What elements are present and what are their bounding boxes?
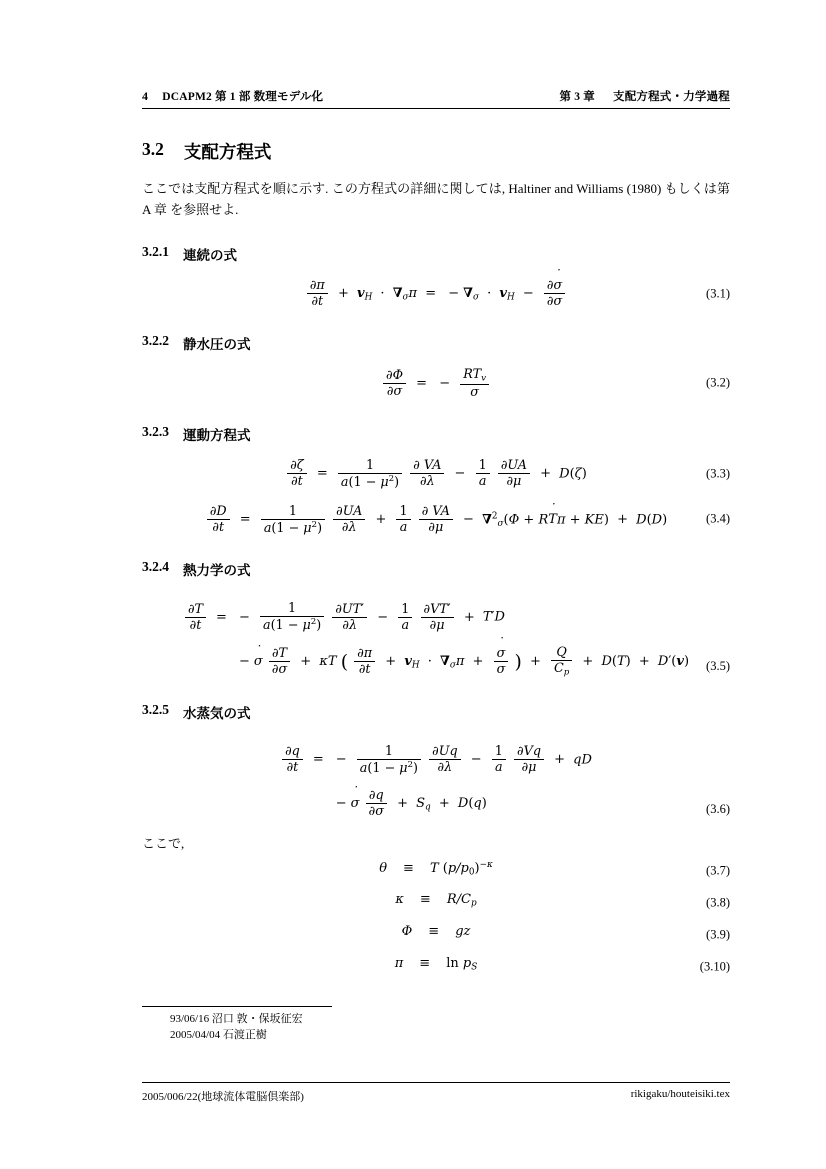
equation-tag-continuity: (3.1) [706,286,730,301]
equation-thermodynamic [142,601,730,677]
equation-hydrostatic-body: $\frac{\partial\Phi}{\partial\sigma}$ = − $\frac{RT_v}{\sigma}$ [142,367,730,400]
equation-tag-hydrostatic: (3.2) [706,375,730,390]
equation-vorticity-body: $\frac{\partial\zeta}{\partial t}$ = $\frac{1}{a(1 - \mu^2)}$ $\frac{\partial VA}{\partial\lambda}$ − $\frac{1}{a}$ $\frac{\partial UA}{\partial\mu}$ + D(ζ) [142,458,730,490]
definition-kappa: κ ≡ $R/C_p$ (3.8) [395,891,730,910]
equation-tag-def-phi: (3.9) [706,927,730,942]
footer-right: rikigaku/houteisiki.tex [630,1088,730,1100]
equation-tag-moisture: (3.6) [706,801,730,816]
running-head [142,88,730,109]
footnote-rule [142,1006,332,1007]
footnote-area [142,1006,730,1043]
subsection-number: 3.2.3 [142,423,169,439]
equation-moisture-body: $\frac{\partial q}{\partial t}$ = − $\frac{1}{a(1 - \mu^2)}$ $\frac{\partial Uq}{\partial\lambda}$ − $\frac{1}{a}$ $\frac{\partial Vq}{\partial\mu}$ + qD − σ ˙ $\frac{\partial q}{\partial\sigma}$ + $S_q + D(q)$ [142,744,730,819]
subsection-number: 3.2.1 [142,244,169,260]
subsection-title: 運動方程式 [183,427,251,443]
subsection-heading-thermodynamic [142,559,730,579]
section-number: 3.2 [142,139,164,159]
section-heading [142,139,730,164]
equation-divergence-body: $\frac{\partial D}{\partial t}$ = $\frac{1}{a(1 - \mu^2)}$ $\frac{\partial UA}{\partial\lambda}$ + $\frac{1}{a}$ $\frac{\partial VA}{\partial\mu}$ − ∇$^2_\sigma$(Φ + RT ˙π + KE) + D(D) [142,504,730,536]
definition-pi: π ≡ $\ln p_S$ (3.10) [394,955,730,974]
page-footer [142,1082,730,1104]
running-head-chapter: 第 3 章 [559,91,595,103]
equation-vorticity [142,458,730,490]
equation-tag-def-theta: (3.7) [706,863,730,878]
subsection-number: 3.2.4 [142,559,169,575]
subsection-title: 水蒸気の式 [183,705,251,721]
definition-phi: Φ ≡ gz (3.9) [401,923,730,942]
section-title: 支配方程式 [183,142,272,162]
subsection-heading-hydrostatic [142,333,730,353]
subsection-title: 連続の式 [183,248,237,264]
definition-theta: θ ≡ T $(p/p_0)^{-\kappa}$ (3.7) [379,859,730,878]
equation-thermodynamic-body: $\frac{\partial T}{\partial t}$ = − $\frac{1}{a(1 - \mu^2)}$ $\frac{\partial UT'}{\partial\lambda}$ − $\frac{1}{a}$ $\frac{\partial VT'}{\partial\mu}$ + T′D − σ ˙ $\frac{\partial T}{\partial\sigma}$ + κT ( $\frac{\partial\pi}{\partial t}$ + $v_H \cdot \nabla_\sigma\pi$ + $\frac{\sigma ˙}{\sigma}$ ) + $\frac{Q}{C_p}$ + D(T) + D′(v) [142,601,730,677]
equation-tag-vorticity: (3.3) [706,466,730,481]
equation-continuity [142,278,730,309]
page-content [142,88,730,978]
equation-tag-def-kappa: (3.8) [706,895,730,910]
subsection-number: 3.2.5 [142,701,169,717]
footer-left: 2005/006/22(地球流体電脳倶楽部) [142,1091,304,1103]
here-label: ここで, [142,835,185,851]
running-head-right-title: 支配方程式・力学過程 [613,91,730,103]
equation-tag-thermodynamic: (3.5) [706,658,730,673]
section-intro-paragraph: ここでは支配方程式を順に示す. この方程式の詳細に関しては, Haltiner and Williams (1980) もしくは第 A 章 を参照せよ. [142,181,730,218]
footnote-line-2: 2005/04/04 石渡正樹 [170,1028,267,1041]
page-number: 4 [142,89,149,103]
equation-tag-divergence: (3.4) [706,511,730,526]
subsection-title: 静水圧の式 [183,337,251,353]
equation-hydrostatic [142,367,730,400]
subsection-title: 熱力学の式 [183,563,251,579]
subsection-heading-continuity [142,244,730,264]
equation-continuity-body: $\frac{\partial\pi}{\partial t}$ + $v_H \cdot \nabla_\sigma\pi$ = − $\nabla_\sigma \cdot v_H$ − $\frac{\partial\sigma ˙}{\partial\sigma}$ [142,278,730,309]
equation-divergence [142,504,730,536]
equation-moisture [142,744,730,819]
footnote-line-1: 93/06/16 沼口 敦・保坂征宏 [170,1013,303,1025]
subsection-heading-moisture [142,702,730,722]
equation-tag-def-pi: (3.10) [699,959,730,974]
running-head-left-title: DCAPM2 第 1 部 数理モデル化 [162,91,324,103]
subsection-number: 3.2.2 [142,333,169,349]
subsection-heading-momentum [142,424,730,444]
